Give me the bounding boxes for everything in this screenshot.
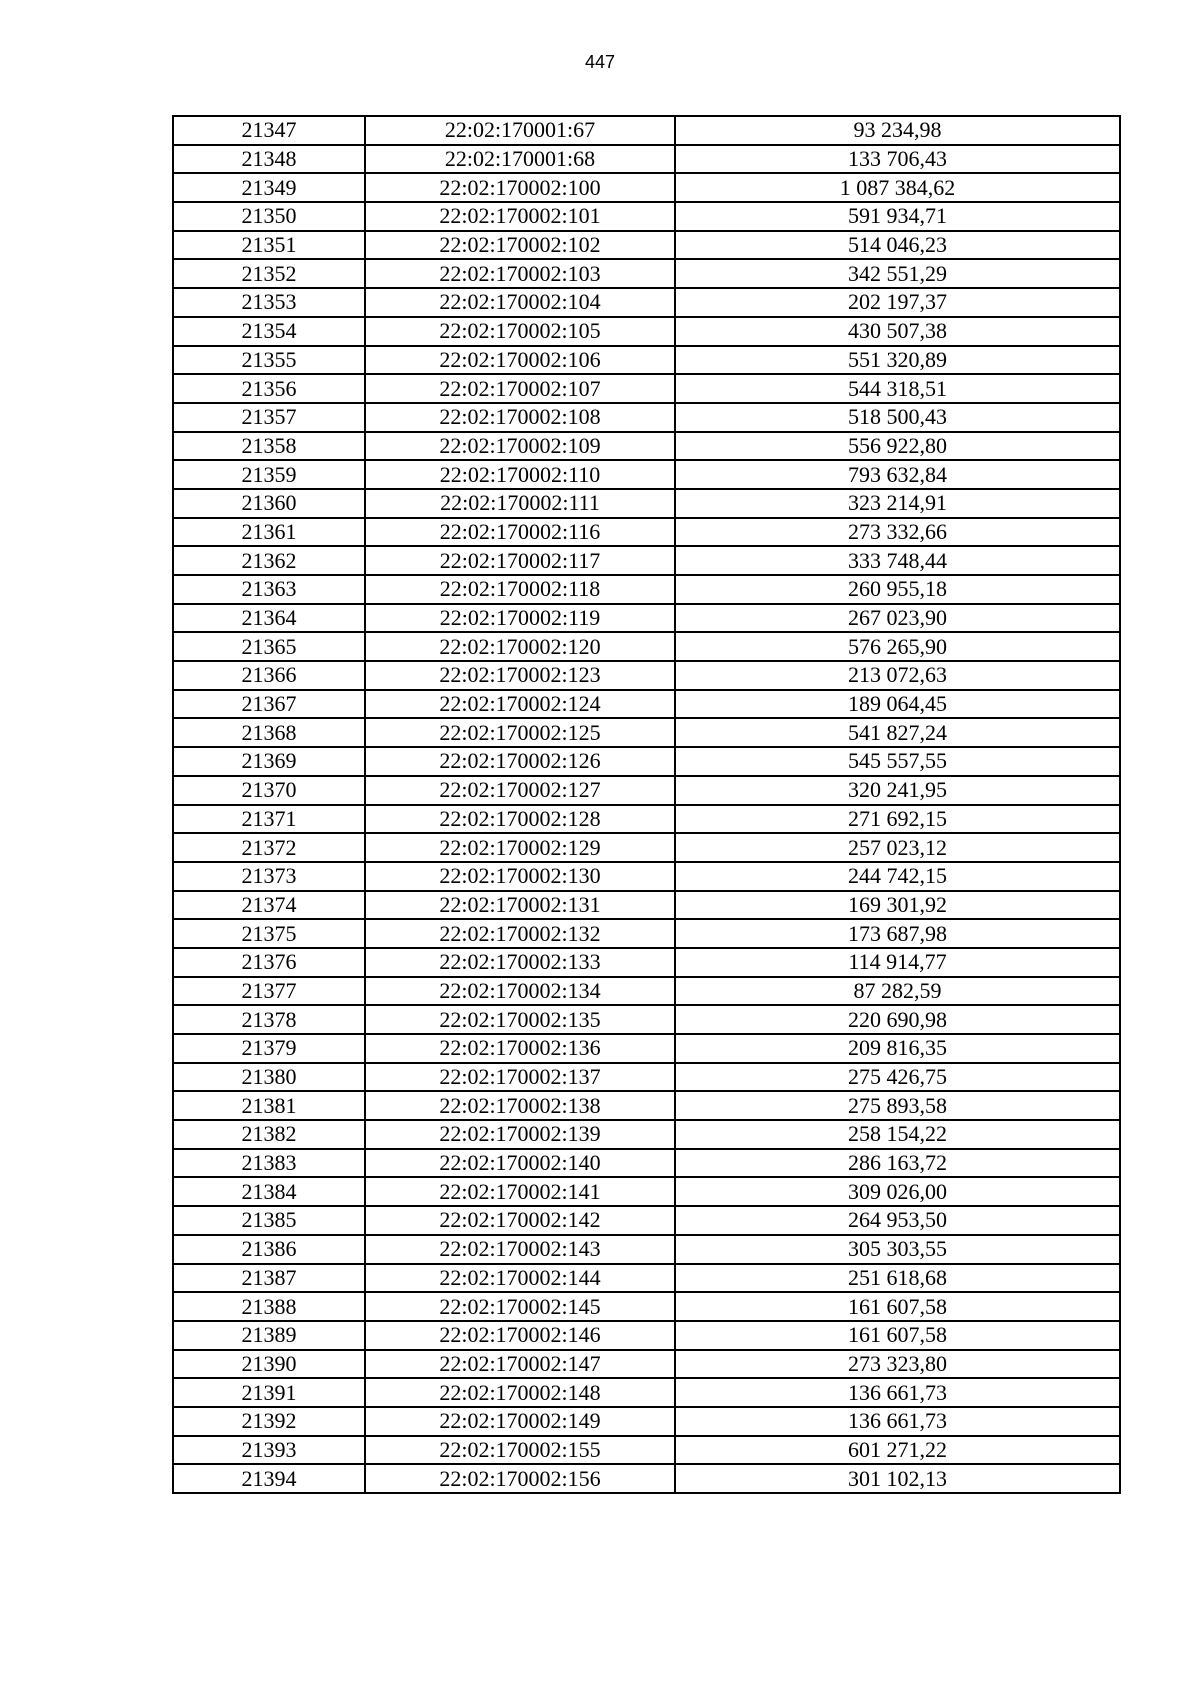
value-cell: 213 072,63 [675,661,1120,690]
value-cell: 136 661,73 [675,1407,1120,1436]
value-cell: 189 064,45 [675,690,1120,719]
cadastral-number-cell: 22:02:170002:148 [365,1378,675,1407]
row-number-cell: 21378 [173,1005,365,1034]
value-cell: 1 087 384,62 [675,173,1120,202]
table-row [173,1063,1120,1092]
row-number-cell: 21385 [173,1206,365,1235]
value-cell: 258 154,22 [675,1120,1120,1149]
cadastral-number-cell: 22:02:170002:147 [365,1350,675,1379]
value-cell: 601 271,22 [675,1436,1120,1465]
value-cell: 264 953,50 [675,1206,1120,1235]
table-row [173,1120,1120,1149]
cadastral-number-cell: 22:02:170002:156 [365,1464,675,1493]
cadastral-number-cell: 22:02:170002:143 [365,1235,675,1264]
table-row [173,1206,1120,1235]
row-number-cell: 21353 [173,288,365,317]
row-number-cell: 21348 [173,145,365,174]
cadastral-number-cell: 22:02:170002:135 [365,1005,675,1034]
row-number-cell: 21370 [173,776,365,805]
row-number-cell: 21388 [173,1292,365,1321]
table-row [173,1091,1120,1120]
row-number-cell: 21367 [173,690,365,719]
value-cell: 514 046,23 [675,231,1120,260]
table-row [173,145,1120,174]
cadastral-number-cell: 22:02:170001:67 [365,116,675,145]
value-cell: 323 214,91 [675,489,1120,518]
cadastral-number-cell: 22:02:170002:127 [365,776,675,805]
row-number-cell: 21363 [173,575,365,604]
table-row [173,231,1120,260]
cadastral-number-cell: 22:02:170002:141 [365,1177,675,1206]
row-number-cell: 21383 [173,1149,365,1178]
value-cell: 173 687,98 [675,919,1120,948]
value-cell: 220 690,98 [675,1005,1120,1034]
table-row [173,432,1120,461]
row-number-cell: 21351 [173,231,365,260]
row-number-cell: 21356 [173,374,365,403]
row-number-cell: 21393 [173,1436,365,1465]
table-row [173,518,1120,547]
table-row [173,1264,1120,1293]
value-cell: 286 163,72 [675,1149,1120,1178]
table-row [173,403,1120,432]
cadastral-number-cell: 22:02:170001:68 [365,145,675,174]
cadastral-number-cell: 22:02:170002:104 [365,288,675,317]
table-row [173,346,1120,375]
value-cell: 133 706,43 [675,145,1120,174]
row-number-cell: 21354 [173,317,365,346]
row-number-cell: 21391 [173,1378,365,1407]
row-number-cell: 21358 [173,432,365,461]
table-row [173,317,1120,346]
row-number-cell: 21359 [173,460,365,489]
cadastral-number-cell: 22:02:170002:140 [365,1149,675,1178]
cadastral-number-cell: 22:02:170002:128 [365,805,675,834]
value-cell: 87 282,59 [675,977,1120,1006]
cadastral-number-cell: 22:02:170002:107 [365,374,675,403]
cadastral-number-cell: 22:02:170002:155 [365,1436,675,1465]
row-number-cell: 21375 [173,919,365,948]
table-row [173,1464,1120,1493]
table-row [173,546,1120,575]
table-row [173,1292,1120,1321]
table-body [173,116,1120,1493]
row-number-cell: 21369 [173,747,365,776]
cadastral-number-cell: 22:02:170002:111 [365,489,675,518]
row-number-cell: 21347 [173,116,365,145]
value-cell: 545 557,55 [675,747,1120,776]
value-cell: 202 197,37 [675,288,1120,317]
table-row [173,977,1120,1006]
value-cell: 169 301,92 [675,891,1120,920]
cadastral-number-cell: 22:02:170002:120 [365,632,675,661]
row-number-cell: 21380 [173,1063,365,1092]
table-row [173,862,1120,891]
cadastral-number-cell: 22:02:170002:149 [365,1407,675,1436]
value-cell: 271 692,15 [675,805,1120,834]
row-number-cell: 21374 [173,891,365,920]
table-row [173,833,1120,862]
cadastral-number-cell: 22:02:170002:118 [365,575,675,604]
value-cell: 260 955,18 [675,575,1120,604]
value-cell: 209 816,35 [675,1034,1120,1063]
row-number-cell: 21382 [173,1120,365,1149]
cadastral-number-cell: 22:02:170002:102 [365,231,675,260]
cadastral-number-cell: 22:02:170002:144 [365,1264,675,1293]
table-row [173,374,1120,403]
value-cell: 576 265,90 [675,632,1120,661]
cadastral-number-cell: 22:02:170002:134 [365,977,675,1006]
table-row [173,805,1120,834]
value-cell: 93 234,98 [675,116,1120,145]
cadastral-number-cell: 22:02:170002:117 [365,546,675,575]
table-row [173,1005,1120,1034]
cadastral-number-cell: 22:02:170002:108 [365,403,675,432]
cadastral-number-cell: 22:02:170002:110 [365,460,675,489]
row-number-cell: 21355 [173,346,365,375]
value-cell: 342 551,29 [675,259,1120,288]
row-number-cell: 21366 [173,661,365,690]
value-cell: 305 303,55 [675,1235,1120,1264]
table-row [173,747,1120,776]
cadastral-number-cell: 22:02:170002:132 [365,919,675,948]
cadastral-number-cell: 22:02:170002:133 [365,948,675,977]
table-row [173,1177,1120,1206]
table-row [173,575,1120,604]
cadastral-number-cell: 22:02:170002:131 [365,891,675,920]
row-number-cell: 21357 [173,403,365,432]
value-cell: 275 426,75 [675,1063,1120,1092]
row-number-cell: 21390 [173,1350,365,1379]
row-number-cell: 21352 [173,259,365,288]
table-row [173,116,1120,145]
value-cell: 273 332,66 [675,518,1120,547]
row-number-cell: 21386 [173,1235,365,1264]
value-cell: 114 914,77 [675,948,1120,977]
value-cell: 161 607,58 [675,1292,1120,1321]
cadastral-number-cell: 22:02:170002:139 [365,1120,675,1149]
row-number-cell: 21362 [173,546,365,575]
cadastral-number-cell: 22:02:170002:101 [365,202,675,231]
row-number-cell: 21384 [173,1177,365,1206]
table-row [173,690,1120,719]
value-cell: 257 023,12 [675,833,1120,862]
row-number-cell: 21379 [173,1034,365,1063]
table-row [173,1321,1120,1350]
table-row [173,1034,1120,1063]
value-cell: 320 241,95 [675,776,1120,805]
table-row [173,259,1120,288]
row-number-cell: 21392 [173,1407,365,1436]
table-row [173,1407,1120,1436]
value-cell: 551 320,89 [675,346,1120,375]
cadastral-number-cell: 22:02:170002:126 [365,747,675,776]
row-number-cell: 21365 [173,632,365,661]
cadastral-number-cell: 22:02:170002:136 [365,1034,675,1063]
table-row [173,718,1120,747]
value-cell: 333 748,44 [675,546,1120,575]
value-cell: 541 827,24 [675,718,1120,747]
cadastral-number-cell: 22:02:170002:123 [365,661,675,690]
value-cell: 309 026,00 [675,1177,1120,1206]
cadastral-number-cell: 22:02:170002:105 [365,317,675,346]
cadastral-number-cell: 22:02:170002:142 [365,1206,675,1235]
row-number-cell: 21377 [173,977,365,1006]
row-number-cell: 21376 [173,948,365,977]
value-cell: 273 323,80 [675,1350,1120,1379]
cadastral-number-cell: 22:02:170002:100 [365,173,675,202]
value-cell: 591 934,71 [675,202,1120,231]
cadastral-number-cell: 22:02:170002:130 [365,862,675,891]
table-row [173,948,1120,977]
row-number-cell: 21372 [173,833,365,862]
cadastral-number-cell: 22:02:170002:124 [365,690,675,719]
value-cell: 430 507,38 [675,317,1120,346]
table-row [173,632,1120,661]
cadastral-number-cell: 22:02:170002:145 [365,1292,675,1321]
table-row [173,1350,1120,1379]
row-number-cell: 21389 [173,1321,365,1350]
value-cell: 161 607,58 [675,1321,1120,1350]
row-number-cell: 21360 [173,489,365,518]
table-row [173,1436,1120,1465]
cadastral-number-cell: 22:02:170002:116 [365,518,675,547]
table-row [173,1149,1120,1178]
value-cell: 275 893,58 [675,1091,1120,1120]
row-number-cell: 21368 [173,718,365,747]
row-number-cell: 21373 [173,862,365,891]
table-row [173,661,1120,690]
cadastral-number-cell: 22:02:170002:103 [365,259,675,288]
table-row [173,776,1120,805]
cadastral-number-cell: 22:02:170002:109 [365,432,675,461]
value-cell: 793 632,84 [675,460,1120,489]
value-cell: 244 742,15 [675,862,1120,891]
value-cell: 251 618,68 [675,1264,1120,1293]
value-cell: 544 318,51 [675,374,1120,403]
value-cell: 518 500,43 [675,403,1120,432]
table-row [173,604,1120,633]
table-row [173,1235,1120,1264]
table-row [173,919,1120,948]
value-cell: 556 922,80 [675,432,1120,461]
cadastral-number-cell: 22:02:170002:137 [365,1063,675,1092]
row-number-cell: 21381 [173,1091,365,1120]
cadastral-number-cell: 22:02:170002:138 [365,1091,675,1120]
page-number: 447 [584,52,616,72]
table-row [173,891,1120,920]
row-number-cell: 21387 [173,1264,365,1293]
row-number-cell: 21371 [173,805,365,834]
table-row [173,202,1120,231]
cadastral-number-cell: 22:02:170002:119 [365,604,675,633]
row-number-cell: 21364 [173,604,365,633]
table-row [173,489,1120,518]
cadastral-number-cell: 22:02:170002:129 [365,833,675,862]
cadastral-number-cell: 22:02:170002:106 [365,346,675,375]
table-row [173,1378,1120,1407]
table-row [173,288,1120,317]
table-row [173,460,1120,489]
row-number-cell: 21350 [173,202,365,231]
cadastral-number-cell: 22:02:170002:125 [365,718,675,747]
value-cell: 267 023,90 [675,604,1120,633]
value-cell: 136 661,73 [675,1378,1120,1407]
row-number-cell: 21349 [173,173,365,202]
cadastral-value-table [172,115,1121,1494]
row-number-cell: 21394 [173,1464,365,1493]
table-row [173,173,1120,202]
row-number-cell: 21361 [173,518,365,547]
cadastral-number-cell: 22:02:170002:146 [365,1321,675,1350]
value-cell: 301 102,13 [675,1464,1120,1493]
